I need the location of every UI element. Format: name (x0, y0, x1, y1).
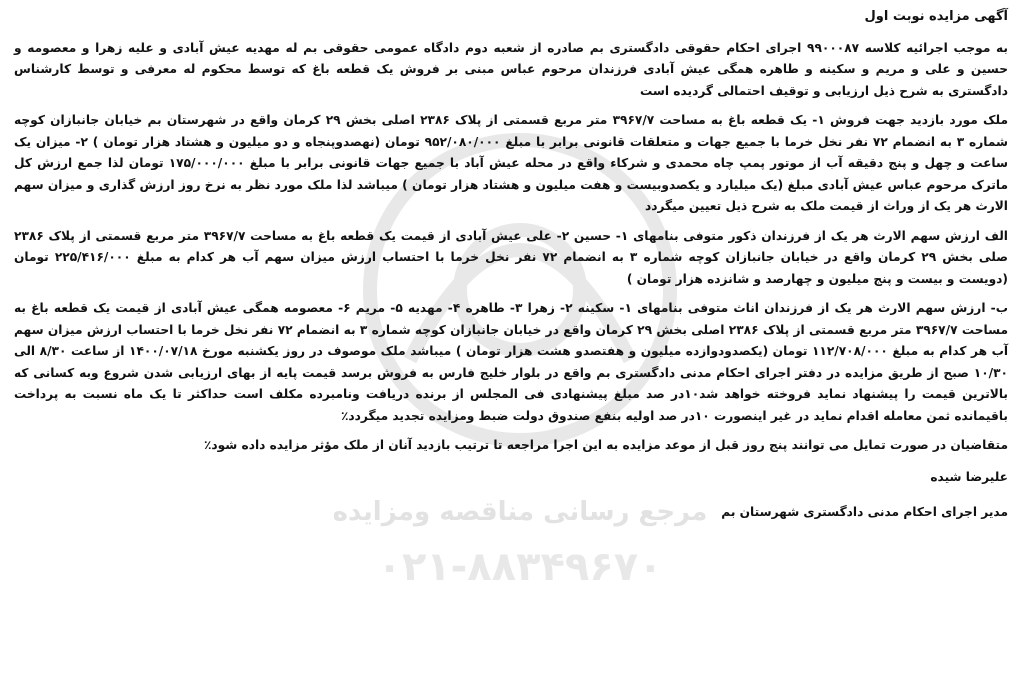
notice-paragraph-visit: متقاضیان در صورت تمایل می توانند پنج روز قبل از موعد مزایده به این اجرا مراجعه تا ترتیب بازدید آنان از ملک مؤثر مزایده داده شود٪ (203, 438, 1008, 452)
signer-name: علیرضا شیده (930, 469, 1008, 484)
notice-paragraph-male-heirs: الف ارزش سهم الارث هر یک از فرزندان ذکور متوفی بنامهای ۱- حسین ۲- علی عیش آبادی از قیمت یک قطعه باغ به مساحت ۳۹۶۷/۷ متر مربع قسمتی از پلاک ۲۳۸۶ صلی بخش ۲۹ کرمان واقع در خیابان جانبازان کوچه شماره ۳ به انضمام ۷۲ نفر نخل خرما با احتساب ارزش میزان سهم آب هر کدام به مبلغ ۲۲۵/۴۱۶/۰۰۰ تومان (دویست و بیست و پنج میلیون و چهارصد و شانزده هزار تومان ) (14, 228, 1008, 286)
notice-paragraph-property: ملک مورد بازدید جهت فروش ۱- یک قطعه باغ به مساحت ۳۹۶۷/۷ متر مربع قسمتی از پلاک ۲۳۸۶ اصلی بخش ۲۹ کرمان واقع در شهرستان بم خیابان جانبازان کوچه شماره ۳ به انضمام ۷۲ نفر نخل خرما با جمیع جهات و متعلقات قانونی برابر با مبلغ ۹۵۲/۰۸۰/۰۰۰ تومان (نهصدوپنجاه و دو میلیون و هشتاد هزار تومان ) ۲- میزان یک ساعت و چهل و پنج دقیقه آب از موتور پمپ چاه محمدی و شرکاء واقع در محله عیش آباد با جمیع جهات قانونی برابر با مبلغ ۱۷۵/۰۰۰/۰۰۰ تومان لذا جمع ارزش کل ماترک مرحوم عباس عیش آبادی مبلغ (یک میلیارد و یکصدوبیست و هفت میلیون و هشتاد هزار تومان ) میباشد لذا ملک مورد نظر به نرخ روز ارزش گذاری و میزان سهم الارث هر یک از وراث از قیمت ملک به شرح ذیل تعیین میگردد (14, 113, 1008, 213)
watermark-text-phone: ۰۲۱-۸۸۳۴۹۶۷۰ (377, 544, 663, 590)
watermark-text-primary: مرجع رسانی مناقصه ومزایده (332, 497, 708, 527)
office-title: مدیر اجرای احکام مدنی دادگستری شهرستان بم (721, 505, 1008, 519)
notice-title: آگهی مزایده نوبت اول (864, 9, 1008, 24)
notice-paragraph-intro: به موجب اجرائیه کلاسه ۹۹۰۰۰۸۷ اجرای احکام حقوقی دادگستری بم صادره از شعبه دوم دادگاه عمومی حقوقی بم له مهدیه عیش آبادی و علیه زهرا و معصومه و حسین و علی و مریم و سکینه و طاهره همگی عیش آبادی فرزندان مرحوم عباس مبنی بر فروش یک قطعه باغ که توسط محکوم له معرفی و توسط کارشناس دادگستری به شرح ذیل ارزیابی و توقیف احتمالی گردیده است (14, 40, 1008, 98)
notice-paragraph-female-heirs: ب- ارزش سهم الارث هر یک از فرزندان اناث متوفی بنامهای ۱- سکینه ۲- زهرا ۳- طاهره ۴- مهدیه ۵- مریم ۶- معصومه همگی عیش آبادی از قیمت یک قطعه باغ به مساحت ۳۹۶۷/۷ متر مربع قسمتی از پلاک ۲۳۸۶ اصلی بخش ۲۹ کرمان واقع در خیابان جانبازان کوچه شماره ۳ به انضمام ۷۲ نفر نخل خرما با احتساب ارزش میزان سهم آب هر کدام به مبلغ ۱۱۲/۷۰۸/۰۰۰ تومان (یکصدودوازده میلیون و هفتصدو هشت هزار تومان ) میباشد ملک موصوف در روز یکشنبه مورخ ۱۴۰۰/۰۷/۱۸ از ساعت ۸/۳۰ الی ۱۰/۳۰ صبح از طریق مزایده در دفتر اجرای احکام مدنی دادگستری بم واقع در بلوار خلیج فارس به فروش برسد قیمت پایه از بهای ارزیابی شدن شروع وبه کسانی که بالاترین قیمت را پیشنهاد نماید فروخته خواهد شد۱۰در صد مبلغ پیشنهادی فی المجلس از برنده دریافت ونامبرده مکلف است حداکثر تا یک ماه نسبت به پرداخت باقیمانده ثمن معامله اقدام نماید در غیر اینصورت ۱۰در صد اولیه بنفع صندوق دولت ضبط ومزایده تجدید میگردد٪ (14, 301, 1009, 423)
